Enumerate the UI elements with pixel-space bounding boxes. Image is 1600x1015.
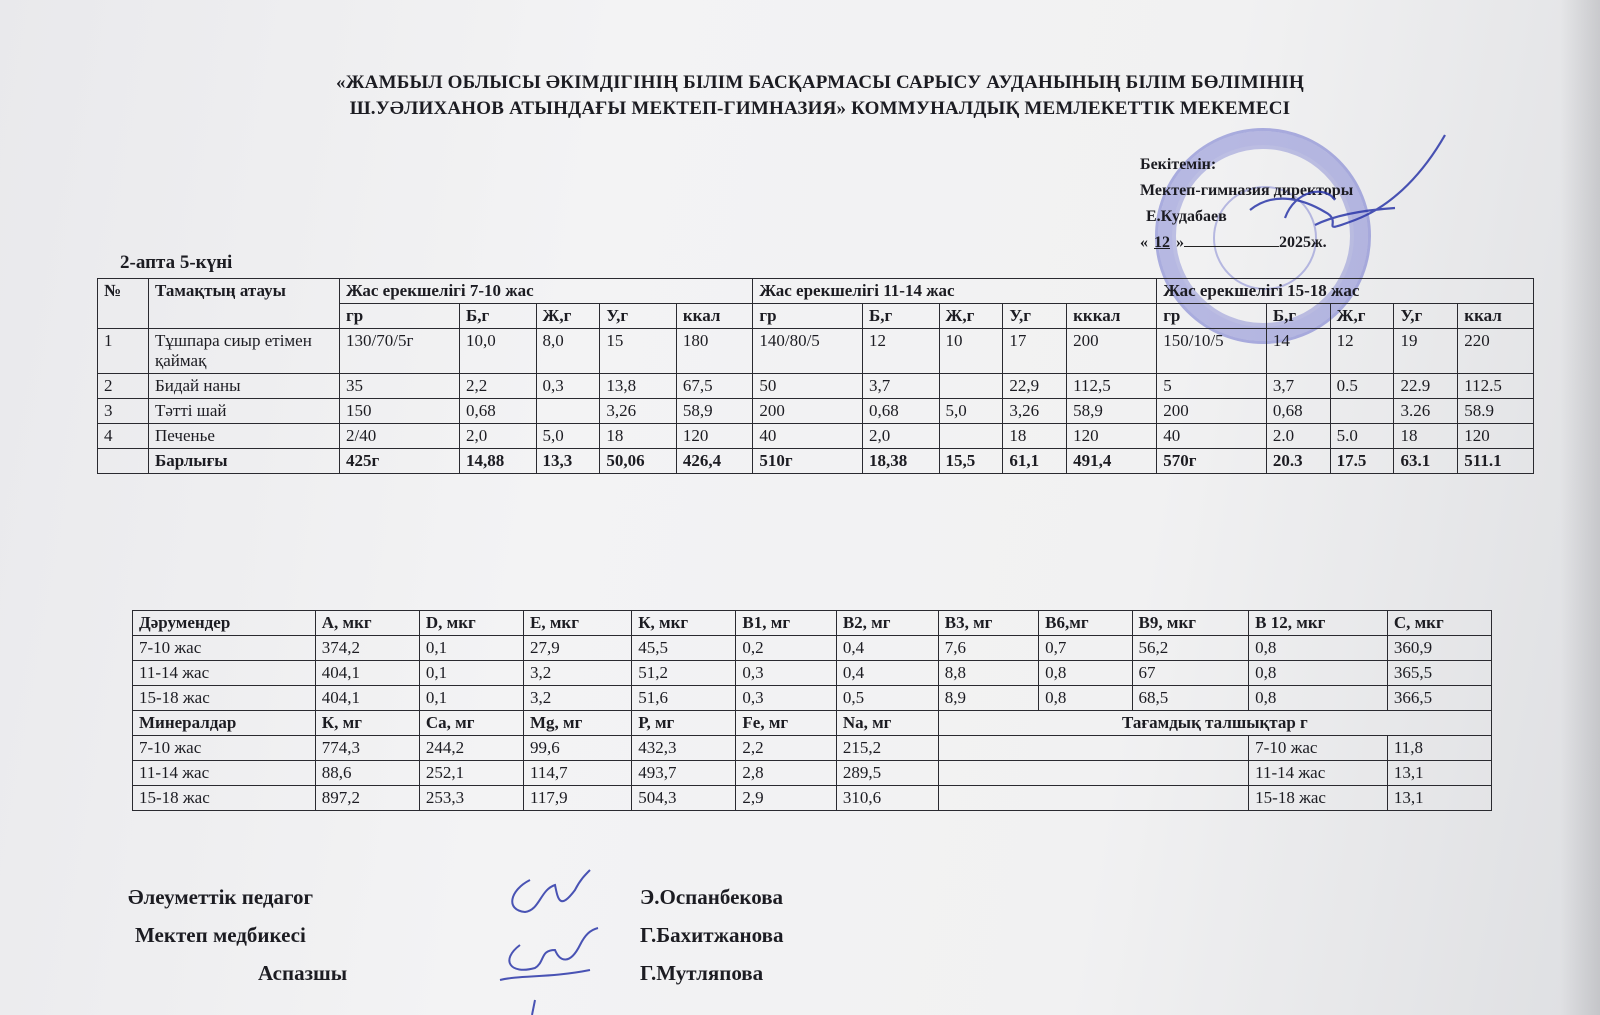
mineral-cell: 99,6 [524, 736, 632, 761]
vitamin-cell: 0,8 [1039, 686, 1132, 711]
nutrition-cell: 14 [1266, 329, 1330, 374]
vitamin-cell: 0,8 [1249, 661, 1388, 686]
nutrition-cell: 120 [676, 424, 753, 449]
signature-name-3: Г.Мутляпова [640, 961, 764, 985]
vitamin-row [133, 661, 1492, 686]
signature-name-1: Э.Оспанбекова [640, 885, 784, 909]
nutrition-cell: 180 [676, 329, 753, 374]
row-number: 1 [98, 329, 149, 374]
vitamin-header: В9, мкг [1132, 611, 1249, 636]
nutrition-cell: 58,9 [1067, 399, 1157, 424]
nutrition-cell: 13,8 [600, 374, 677, 399]
nutrition-cell: 12 [863, 329, 940, 374]
nutrition-cell: 3.26 [1394, 399, 1458, 424]
nutrition-cell [939, 374, 1003, 399]
total-cell: 426,4 [676, 449, 753, 474]
vitamins-body [133, 611, 1492, 811]
approval-position: Мектеп-гимназия директоры [1140, 182, 1354, 199]
subheader-cell: ккал [676, 304, 753, 329]
document-header [230, 70, 1410, 122]
header-line-2: Ш.УӘЛИХАНОВ АТЫНДАҒЫ МЕКТЕП-ГИМНАЗИЯ» КОММУНАЛДЫҚ МЕМЛЕКЕТТІК МЕКЕМЕСІ [349, 98, 1291, 119]
vitamin-cell: 0,8 [1249, 636, 1388, 661]
vitamin-cell: 0,4 [836, 636, 938, 661]
vitamin-cell: 11-14 жас [133, 661, 316, 686]
fiber-header: Тағамдық талшықтар г [938, 711, 1491, 736]
minerals-header-row [133, 711, 1492, 736]
mineral-cell: 2,8 [736, 761, 836, 786]
nutrition-cell: 12 [1330, 329, 1394, 374]
subheader-cell: Б,г [863, 304, 940, 329]
vitamin-cell: 68,5 [1132, 686, 1249, 711]
subheader-cell: гр [753, 304, 863, 329]
vitamin-cell: 51,2 [632, 661, 736, 686]
vitamin-cell: 0,1 [419, 636, 523, 661]
approval-title: Бекітемін: [1140, 156, 1217, 173]
signature-role-2: Мектеп медбикесі [135, 923, 306, 947]
age-group-a: Жас ерекшелігі 7-10 жас [340, 279, 753, 304]
subheader-cell: Б,г [1266, 304, 1330, 329]
vitamin-cell: 7,6 [938, 636, 1038, 661]
nutrition-cell: 3,26 [1003, 399, 1067, 424]
nutrition-cell: 50 [753, 374, 863, 399]
total-empty-cell [98, 449, 149, 474]
subheader-cell: гр [340, 304, 460, 329]
vitamin-header: В2, мг [836, 611, 938, 636]
mineral-header: Р, мг [632, 711, 736, 736]
vitamin-cell: 0,2 [736, 636, 836, 661]
day-title: 2-апта 5-күні [120, 252, 233, 273]
nutrition-cell: 0.5 [1330, 374, 1394, 399]
vitamin-cell: 7-10 жас [133, 636, 316, 661]
vitamin-cell: 404,1 [315, 661, 419, 686]
nutrition-cell: 112,5 [1067, 374, 1157, 399]
mineral-row [133, 736, 1492, 761]
nutrition-cell: 19 [1394, 329, 1458, 374]
nutrition-cell: 0,3 [536, 374, 600, 399]
mineral-cell: 215,2 [836, 736, 938, 761]
vitamin-header: В6,мг [1039, 611, 1132, 636]
mineral-cell: 2,9 [736, 786, 836, 811]
vitamin-header: Е, мкг [524, 611, 632, 636]
signature-name-2: Г.Бахитжанова [640, 923, 784, 947]
nutrition-cell: 5,0 [536, 424, 600, 449]
staff-signatures [480, 850, 620, 1015]
total-cell: 18,38 [863, 449, 940, 474]
vitamin-header: Дәрумендер [133, 611, 316, 636]
nutrition-cell: 140/80/5 [753, 329, 863, 374]
nutrition-cell: 2,0 [863, 424, 940, 449]
mineral-header: Na, мг [836, 711, 938, 736]
mineral-header: Mg, мг [524, 711, 632, 736]
nutrition-cell: 130/70/5г [340, 329, 460, 374]
subheader-cell: Ж,г [536, 304, 600, 329]
subheader-cell: ккал [1458, 304, 1534, 329]
vitamin-cell: 3,2 [524, 686, 632, 711]
row-number: 4 [98, 424, 149, 449]
menu-body [98, 329, 1534, 474]
subheader-cell: У,г [1394, 304, 1458, 329]
vitamin-cell: 0,7 [1039, 636, 1132, 661]
fiber-value: 13,1 [1387, 761, 1491, 786]
mineral-cell: 114,7 [524, 761, 632, 786]
vitamin-cell: 8,9 [938, 686, 1038, 711]
vitamin-header: D, мкг [419, 611, 523, 636]
nutrition-cell: 18 [1003, 424, 1067, 449]
nutrition-cell: 200 [753, 399, 863, 424]
nutrition-cell: 67,5 [676, 374, 753, 399]
total-cell: 63.1 [1394, 449, 1458, 474]
fiber-age: 15-18 жас [1249, 786, 1388, 811]
fiber-value: 11,8 [1387, 736, 1491, 761]
nutrition-cell: 0,68 [460, 399, 537, 424]
nutrition-cell: 150 [340, 399, 460, 424]
col-no-header: № [98, 279, 149, 329]
vitamin-cell: 3,2 [524, 661, 632, 686]
menu-row [98, 424, 1534, 449]
vitamins-header-row [133, 611, 1492, 636]
nutrition-cell: 17 [1003, 329, 1067, 374]
nutrition-cell: 22,9 [1003, 374, 1067, 399]
approval-director: Е.Кудабаев [1146, 208, 1227, 225]
signatures-roles [128, 878, 347, 992]
nutrition-cell: 18 [600, 424, 677, 449]
nutrition-cell: 8,0 [536, 329, 600, 374]
signatures-names [640, 878, 783, 992]
vitamin-header: С, мкг [1387, 611, 1491, 636]
dish-name: Печенье [149, 424, 340, 449]
nutrition-cell: 15 [600, 329, 677, 374]
nutrition-cell: 5 [1157, 374, 1267, 399]
nutrition-cell: 18 [1394, 424, 1458, 449]
subheader-cell: Ж,г [1330, 304, 1394, 329]
subheader-cell: У,г [600, 304, 677, 329]
vitamin-cell: 0,8 [1039, 661, 1132, 686]
fiber-value: 13,1 [1387, 786, 1491, 811]
fiber-spacer [938, 736, 1248, 761]
vitamin-header: К, мкг [632, 611, 736, 636]
total-cell: 17.5 [1330, 449, 1394, 474]
fiber-spacer [938, 761, 1248, 786]
vitamin-cell: 0,8 [1249, 686, 1388, 711]
vitamin-cell: 8,8 [938, 661, 1038, 686]
nutrition-cell: 10 [939, 329, 1003, 374]
menu-row [98, 374, 1534, 399]
vitamin-cell: 45,5 [632, 636, 736, 661]
total-cell: 510г [753, 449, 863, 474]
dish-name: Бидай наны [149, 374, 340, 399]
nutrition-cell [939, 424, 1003, 449]
nutrition-cell: 3,26 [600, 399, 677, 424]
mineral-cell: 244,2 [419, 736, 523, 761]
vitamin-header: А, мкг [315, 611, 419, 636]
menu-row [98, 329, 1534, 374]
mineral-cell: 493,7 [632, 761, 736, 786]
mineral-cell: 253,3 [419, 786, 523, 811]
nutrition-cell: 0,68 [863, 399, 940, 424]
vitamin-cell: 67 [1132, 661, 1249, 686]
menu-total-row [98, 449, 1534, 474]
vitamin-header: В 12, мкг [1249, 611, 1388, 636]
nutrition-cell: 40 [753, 424, 863, 449]
nutrition-cell: 22.9 [1394, 374, 1458, 399]
subheader-cell: У,г [1003, 304, 1067, 329]
dish-name: Тұшпара сиыр етімен қаймақ [149, 329, 340, 374]
mineral-cell: 7-10 жас [133, 736, 316, 761]
signature-role-1: Әлеуметтік педагог [128, 885, 314, 909]
mineral-row [133, 761, 1492, 786]
total-cell: 15,5 [939, 449, 1003, 474]
mineral-cell: 289,5 [836, 761, 938, 786]
page-edge-shadow [1560, 0, 1600, 1015]
mineral-cell: 252,1 [419, 761, 523, 786]
nutrition-cell: 2,2 [460, 374, 537, 399]
fiber-age: 7-10 жас [1249, 736, 1388, 761]
total-cell: 425г [340, 449, 460, 474]
nutrition-cell: 150/10/5 [1157, 329, 1267, 374]
dish-name: Тәтті шай [149, 399, 340, 424]
vitamin-cell: 404,1 [315, 686, 419, 711]
nutrition-cell: 58.9 [1458, 399, 1534, 424]
mineral-header: Fe, мг [736, 711, 836, 736]
total-cell: 61,1 [1003, 449, 1067, 474]
vitamin-header: В3, мг [938, 611, 1038, 636]
mineral-cell: 15-18 жас [133, 786, 316, 811]
col-name-header: Тамақтың атауы [149, 279, 340, 329]
signature-role-3: Аспазшы [258, 961, 348, 985]
nutrition-cell: 58,9 [676, 399, 753, 424]
mineral-cell: 774,3 [315, 736, 419, 761]
nutrition-cell: 2/40 [340, 424, 460, 449]
vitamin-cell: 360,9 [1387, 636, 1491, 661]
nutrition-cell: 120 [1067, 424, 1157, 449]
vitamin-cell: 27,9 [524, 636, 632, 661]
approval-date: « 12 » 2025ж. [1140, 234, 1327, 251]
total-cell: 511.1 [1458, 449, 1534, 474]
nutrition-cell [1330, 399, 1394, 424]
nutrition-cell: 200 [1157, 399, 1267, 424]
nutrition-cell: 3,7 [863, 374, 940, 399]
subheader-cell: Б,г [460, 304, 537, 329]
vitamin-cell: 374,2 [315, 636, 419, 661]
vitamins-minerals-table [132, 610, 1492, 811]
header-line-1: «ЖАМБЫЛ ОБЛЫСЫ ӘКІМДІГІНІҢ БІЛІМ БАСҚАРМАСЫ САРЫСУ АУДАНЫНЫҢ БІЛІМ БӨЛІМІНІҢ [336, 72, 1304, 93]
mineral-cell: 88,6 [315, 761, 419, 786]
mineral-cell: 432,3 [632, 736, 736, 761]
vitamin-cell: 0,1 [419, 661, 523, 686]
nutrition-cell: 120 [1458, 424, 1534, 449]
total-cell: 13,3 [536, 449, 600, 474]
nutrition-cell: 5.0 [1330, 424, 1394, 449]
nutrition-cell: 200 [1067, 329, 1157, 374]
menu-table [97, 278, 1534, 474]
mineral-header: К, мг [315, 711, 419, 736]
vitamin-header: В1, мг [736, 611, 836, 636]
mineral-header: Са, мг [419, 711, 523, 736]
fiber-spacer [938, 786, 1248, 811]
vitamin-row [133, 686, 1492, 711]
mineral-cell: 310,6 [836, 786, 938, 811]
vitamin-row [133, 636, 1492, 661]
subheader-cell: Ж,г [939, 304, 1003, 329]
nutrition-cell [536, 399, 600, 424]
row-number: 2 [98, 374, 149, 399]
vitamin-cell: 56,2 [1132, 636, 1249, 661]
mineral-row [133, 786, 1492, 811]
total-cell: 14,88 [460, 449, 537, 474]
total-cell: 20.3 [1266, 449, 1330, 474]
total-label: Барлығы [149, 449, 340, 474]
nutrition-cell: 220 [1458, 329, 1534, 374]
vitamin-cell: 0,5 [836, 686, 938, 711]
mineral-cell: 504,3 [632, 786, 736, 811]
vitamin-cell: 0,3 [736, 686, 836, 711]
director-signature [1195, 130, 1475, 260]
fiber-age: 11-14 жас [1249, 761, 1388, 786]
vitamin-cell: 365,5 [1387, 661, 1491, 686]
total-cell: 570г [1157, 449, 1267, 474]
mineral-cell: 11-14 жас [133, 761, 316, 786]
nutrition-cell: 112.5 [1458, 374, 1534, 399]
age-group-c: Жас ерекшелігі 15-18 жас [1157, 279, 1534, 304]
nutrition-cell: 10,0 [460, 329, 537, 374]
mineral-cell: 897,2 [315, 786, 419, 811]
nutrition-cell: 2.0 [1266, 424, 1330, 449]
vitamin-cell: 0,1 [419, 686, 523, 711]
vitamin-cell: 15-18 жас [133, 686, 316, 711]
total-cell: 491,4 [1067, 449, 1157, 474]
nutrition-cell: 0,68 [1266, 399, 1330, 424]
age-group-b: Жас ерекшелігі 11-14 жас [753, 279, 1157, 304]
mineral-header: Минералдар [133, 711, 316, 736]
vitamin-cell: 366,5 [1387, 686, 1491, 711]
nutrition-cell: 2,0 [460, 424, 537, 449]
nutrition-cell: 35 [340, 374, 460, 399]
row-number: 3 [98, 399, 149, 424]
vitamin-cell: 0,4 [836, 661, 938, 686]
nutrition-cell: 3,7 [1266, 374, 1330, 399]
total-cell: 50,06 [600, 449, 677, 474]
nutrition-cell: 5,0 [939, 399, 1003, 424]
mineral-cell: 117,9 [524, 786, 632, 811]
vitamin-cell: 51,6 [632, 686, 736, 711]
subheader-cell: кккал [1067, 304, 1157, 329]
nutrition-cell: 40 [1157, 424, 1267, 449]
menu-row [98, 399, 1534, 424]
vitamin-cell: 0,3 [736, 661, 836, 686]
menu-header-row [98, 279, 1534, 304]
mineral-cell: 2,2 [736, 736, 836, 761]
subheader-cell: гр [1157, 304, 1267, 329]
